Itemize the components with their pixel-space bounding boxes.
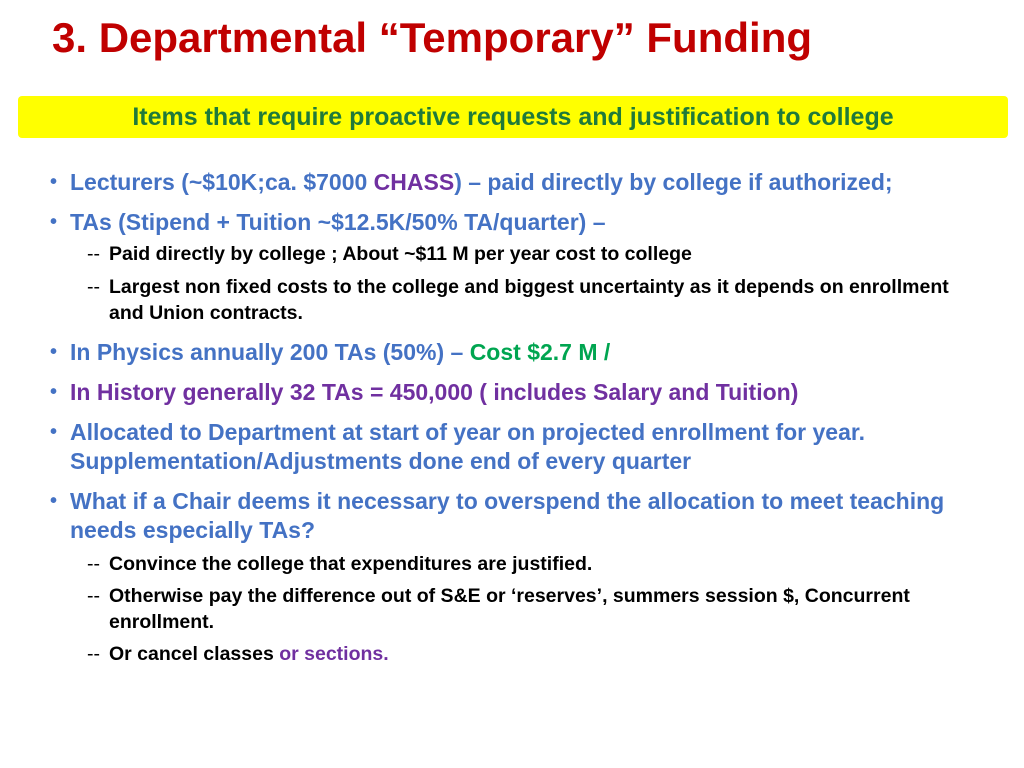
chass-label: CHASS	[373, 169, 455, 195]
sub-item-cancel	[48, 641, 968, 667]
sub-item-text: Otherwise pay the difference out of S&E or ‘reserves’, summers session $, Concurrent enrollment.	[109, 585, 910, 633]
bullet-chair	[48, 487, 968, 545]
highlight-banner: Items that require proactive requests and justification to college	[18, 96, 1008, 138]
bullet-lecturers-part1: Lecturers (~$10K;ca. $7000	[70, 169, 374, 195]
sub-dash: --	[87, 243, 100, 265]
sub-dash: --	[87, 276, 100, 298]
bullet-history	[48, 378, 968, 407]
bullet-list	[48, 168, 968, 667]
slide-title: 3. Departmental “Temporary” Funding	[52, 14, 812, 61]
bullet-physics	[48, 338, 968, 367]
bullet-tas	[48, 208, 968, 237]
sub-item-paid-directly	[48, 241, 968, 267]
bullet-tas-text: TAs (Stipend + Tuition ~$12.5K/50% TA/quarter) –	[70, 209, 606, 235]
sub-item-otherwise	[48, 583, 968, 635]
bullet-history-text: In History generally 32 TAs = 450,000 ( includes Salary and Tuition)	[70, 379, 799, 405]
sub-item-largest-costs	[48, 274, 968, 326]
sub-dash: --	[87, 585, 100, 607]
bullet-chair-text: What if a Chair deems it necessary to overspend the allocation to meet teaching needs especially TAs?	[70, 488, 945, 543]
sub-item-sections: or sections.	[279, 643, 389, 665]
bullet-allocated	[48, 418, 968, 476]
sub-item-text: Largest non fixed costs to the college and biggest uncertainty as it depends on enrollment and Union contracts.	[109, 276, 949, 324]
sub-item-text: Or cancel classes	[109, 643, 280, 665]
bullet-lecturers-part2: ) – paid directly by college if authorized;	[454, 169, 893, 195]
sub-dash: --	[87, 553, 100, 575]
sub-item-convince	[48, 551, 968, 577]
bullet-lecturers	[48, 168, 968, 197]
sub-item-text: Convince the college that expenditures are justified.	[109, 553, 593, 575]
physics-cost: Cost $2.7 M /	[469, 339, 611, 365]
bullet-allocated-text: Allocated to Department at start of year on projected enrollment for year. Supplementation/Adjustments done end of every quarter	[70, 419, 865, 474]
sub-item-text: Paid directly by college ; About ~$11 M per year cost to college	[109, 243, 692, 265]
bullet-physics-text: In Physics annually 200 TAs (50%) –	[70, 339, 470, 365]
sub-dash: --	[87, 643, 100, 665]
